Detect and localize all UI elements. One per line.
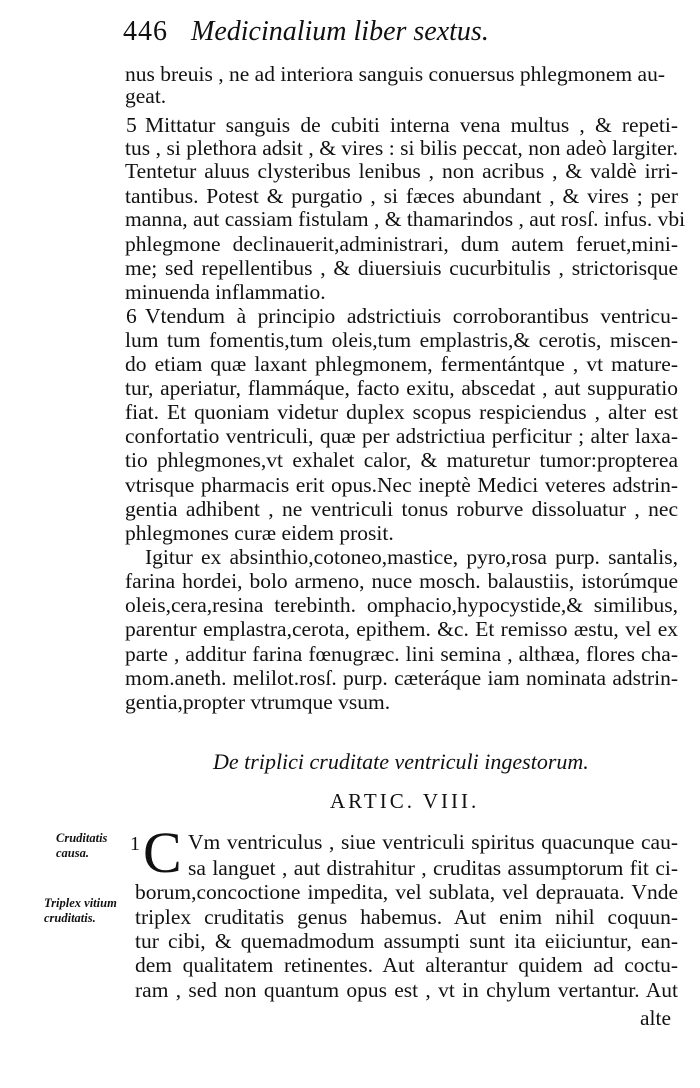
text-line: tio phlegmones,vt exhalet calor, & maturetur tumor:propterea [125, 448, 678, 472]
text-line: tus , si plethora adsit , & vires : si bilis peccat, non adeò largiter. [125, 136, 678, 160]
text-line: vtrisque pharmacis erit opus.Nec ineptè Medici veteres adstrin- [125, 473, 678, 497]
text-line: phlegmones curæ eidem prosit. [125, 521, 394, 545]
text-line: minuenda inflammatio. [125, 280, 326, 304]
text-line: tur cibi, & quemadmodum assumpti sunt ita eiiciuntur, ean- [135, 929, 678, 953]
text-line: oleis,cera,resina terebinth. omphacio,hypocystide,& similibus, [125, 593, 678, 617]
text-line: Vtendum à principio adstrictiuis corroborantibus ventricu- [145, 304, 678, 328]
paragraph-number: 5 [126, 113, 137, 137]
text-line: farina hordei, bolo armeno, nuce mosch. balaustiis, istorúmque [125, 569, 678, 593]
text-line: tur, aperiatur, flammáque, facto exitu, abscedat , aut suppuratio [125, 376, 678, 400]
page-header [123, 12, 603, 48]
text-line: do etiam quæ laxant phlegmonem, fermentántque , vt mature- [125, 352, 678, 376]
text-line: phlegmone declinauerit,administrari, dum autem feruet,mini- [125, 232, 678, 256]
text-line: gentia adhibent , ne ventriculi tonus roburve dissoluatur , nec [125, 497, 678, 521]
text-line: nus breuis , ne ad interiora sanguis conuersus phlegmonem au- [125, 62, 665, 86]
text-line: geat. [125, 84, 167, 108]
text-line: ram , sed non quantum opus est , vt in chylum vertantur. Aut [135, 978, 678, 1002]
text-line: mom.aneth. melilot.rosſ. purp. cæteráque iam nominata adstrin- [125, 666, 678, 690]
text-line: dem qualitatem retinentes. Aut alterantur quidem ad coctu- [135, 953, 678, 977]
side-note: Cruditatis causa. [56, 831, 108, 860]
text-line: Mittatur sanguis de cubiti interna vena multus , & repeti- [145, 113, 678, 137]
text-line: triplex cruditatis genus habemus. Aut enim nihil coquun- [135, 905, 678, 929]
paragraph-number: 6 [126, 304, 137, 328]
catchword: alte [640, 1006, 672, 1030]
text-line: manna, aut cassiam fistulam , & thamarindos , aut rosſ. infus. vbi [125, 207, 686, 231]
article-number: 1 [130, 833, 140, 855]
text-line: gentia,propter vtrumque vsum. [125, 690, 391, 714]
text-line: Igitur ex absinthio,cotoneo,mastice, pyro,rosa purp. santalis, [145, 545, 678, 569]
text-line: parentur emplastra,cerota, epithem. &c. Et remisso æstu, vel ex [125, 617, 678, 641]
text-line: lum tum fomentis,tum oleis,tum emplastris,& cerotis, miscen- [125, 328, 678, 352]
text-line: fiat. Et quoniam videtur duplex scopus respiciendus , alter est [125, 400, 678, 424]
text-line: tantibus. Potest & purgatio , si fæces abundant , & vires ; per [125, 184, 678, 208]
drop-cap: C [143, 820, 182, 885]
text-line: confortatio ventriculi, quæ per adstrictiua perficitur ; alter laxa- [125, 424, 678, 448]
running-title: Medicinalium liber sextus. [191, 16, 489, 47]
text-line: me; sed repellentibus , & diuersiuis cucurbitulis , strictorisque [125, 256, 678, 280]
section-title: De triplici cruditate ventriculi ingestorum. [213, 749, 589, 774]
text-line: sa languet , aut distrahitur , cruditas assumptorum fit ci- [188, 856, 678, 880]
page-number: 446 [123, 16, 168, 47]
text-line: Tentetur aluus clysteribus lenibus , non acribus , & valdè irri- [125, 159, 678, 183]
text-line: parte , additur farina fœnugræc. lini semina , althæa, flores cha- [125, 642, 678, 666]
article-heading: ARTIC. VIII. [330, 789, 480, 813]
side-note: Triplex vitium cruditatis. [44, 896, 117, 925]
text-line: Vm ventriculus , siue ventriculi spiritus quacunque cau- [188, 830, 678, 854]
text-line: borum,concoctione impedita, vel sublata, vel deprauata. Vnde [135, 880, 678, 904]
